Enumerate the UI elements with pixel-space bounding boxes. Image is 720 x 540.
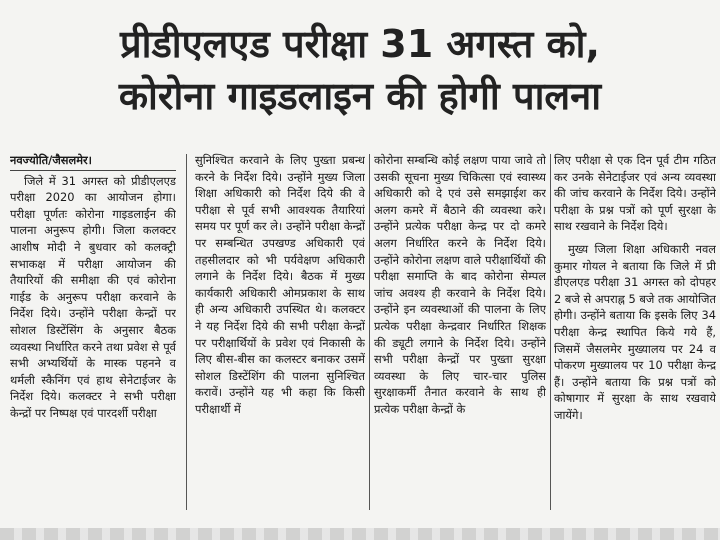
article-column-2 [195,152,365,512]
column-divider [369,154,370,510]
headline [0,18,720,122]
byline: नवज्योति/जैसलमेर। [10,152,176,171]
column-1-text: जिले में 31 अगस्त को प्रीडीएलएड परीक्षा 2020 का आयोजन होगा। परीक्षा पूर्णतः कोरोना गाइडलाईन की पालना अनुरूप होगी। जिला कलक्टर आशीष मोदी ने बुधवार को कलक्ट्री सभाकक्ष में परीक्षा आयोजन की तैयारियों की समीक्षा की एवं कोरोना गाईड के अनुरूप परीक्षा करवाने के निर्देश दिये। उन्होंने परीक्षा केन्द्रों पर सोशल डिस्टेंसिंग के अनुसार बैठक व्यवस्था निर्धारित करने तथा प्रवेश से पूर्व सभी अभ्यर्थियों के मास्क पहनने व थर्मली स्कैनिंग एवं हाथ सेनेटाईजर के निर्देश दिये। कलक्टर ने सभी परीक्षा केन्द्रों पर निष्पक्ष एवं पारदर्शी परीक्षा [10,173,176,420]
article-column-1 [10,152,176,512]
article-body [10,152,716,514]
column-divider [550,154,551,510]
headline-line-1: प्रीडीएलएड परीक्षा 31 अगस्त को, [120,22,600,66]
article-column-4 [554,152,716,512]
column-2-text: सुनिश्चित करवाने के लिए पुख्ता प्रबन्ध करने के निर्देश दिये। उन्होंने मुख्य जिला शिक्षा अधिकारी को निर्देश दिये की वे परीक्षा से पूर्व सभी आवश्यक तैयारियां समय पर पूर्ण कर ले। उन्होंने परीक्षा केन्द्रों पर सम्बन्धित उपखण्ड अधिकारी एवं तहसीलदार को भी पर्यवेक्षण अधिकारी लगाने के निर्देश दिये। बैठक में मुख्य कार्यकारी अधिकारी ओमप्रकाश के साथ ही अन्य अधिकारी उपस्थित थे। कलक्टर ने यह निर्देश दिये की सभी परीक्षा केन्द्रों पर परीक्षार्थियों के प्रवेश एवं निकासी के लिए बीस-बीस का कलस्टर बनाकर उसमें सोशल डिस्टेंशिंग की पालना सुनिश्चित करावें। उन्होंने यह भी कहा कि किसी परीक्षार्थी में [195,153,365,416]
cut-off-next-article [0,528,720,540]
column-divider [186,154,187,510]
headline-line-2: कोरोना गाइडलाइन की होगी पालना [118,74,602,118]
column-3-text: कोरोना सम्बन्धि कोई लक्षण पाया जावे तो उसकी सूचना मुख्य चिकित्सा एवं स्वास्थ्य अधिकारी को दे एवं उसे समझाईश कर अलग कमरे में बैठाने की व्यवस्था करे। उन्होंने प्रत्येक परीक्षा केन्द्र पर दो कमरे अलग निर्धारित करने के निर्देश दिये। उन्होंने कोरोना लक्षण वाले परीक्षार्थियों की परीक्षा समाप्ति के बाद कोरोना सेम्पल जांच अवश्य ही करवाने के निर्देश दिये। उन्होंने इन व्यवस्थाओं की पालना के लिए प्रत्येक परीक्षा केन्द्रवार निर्धारित शिक्षक की ड्यूटी लगाने के निर्देश दिये। उन्होंने सभी परीक्षा केन्द्रों पर पुख्ता सुरक्षा व्यवस्था के लिए चार-चार पुलिस सुरक्षाकर्मी तैनात करवाने के साथ ही प्रत्येक परीक्षा केन्द्रों के [374,153,546,416]
column-4-text-b: मुख्य जिला शिक्षा अधिकारी नवल कुमार गोयल ने बताया कि जिले में प्री डीएलएड परीक्षा 31 अगस्त को दोपहर 2 बजे से अपराह्न 5 बजे तक आयोजित होगी। उन्होंने बताया कि इसके लिए 34 परीक्षा केन्द्र स्थापित किये गये हैं, जिसमें जैसलमेर मुख्यालय पर 24 व पोकरण मुख्यालय पर 10 परीक्षा केन्द्र हैं। उन्होंने बताया कि प्रश्न पत्रों को कोषागार में सुरक्षा के साथ रखवाये जायेंगे। [554,241,716,422]
column-4-text-a: लिए परीक्षा से एक दिन पूर्व टीम गठित कर उनके सेनेटाईजर एवं अन्य व्यवस्था की जांच करवाने के निर्देश दिये। उन्होंने परीक्षा के प्रश्न पत्रों को पूर्ण सुरक्षा के साथ रखवाने के निर्देश दिये। [554,153,716,234]
article-column-3 [374,152,546,512]
